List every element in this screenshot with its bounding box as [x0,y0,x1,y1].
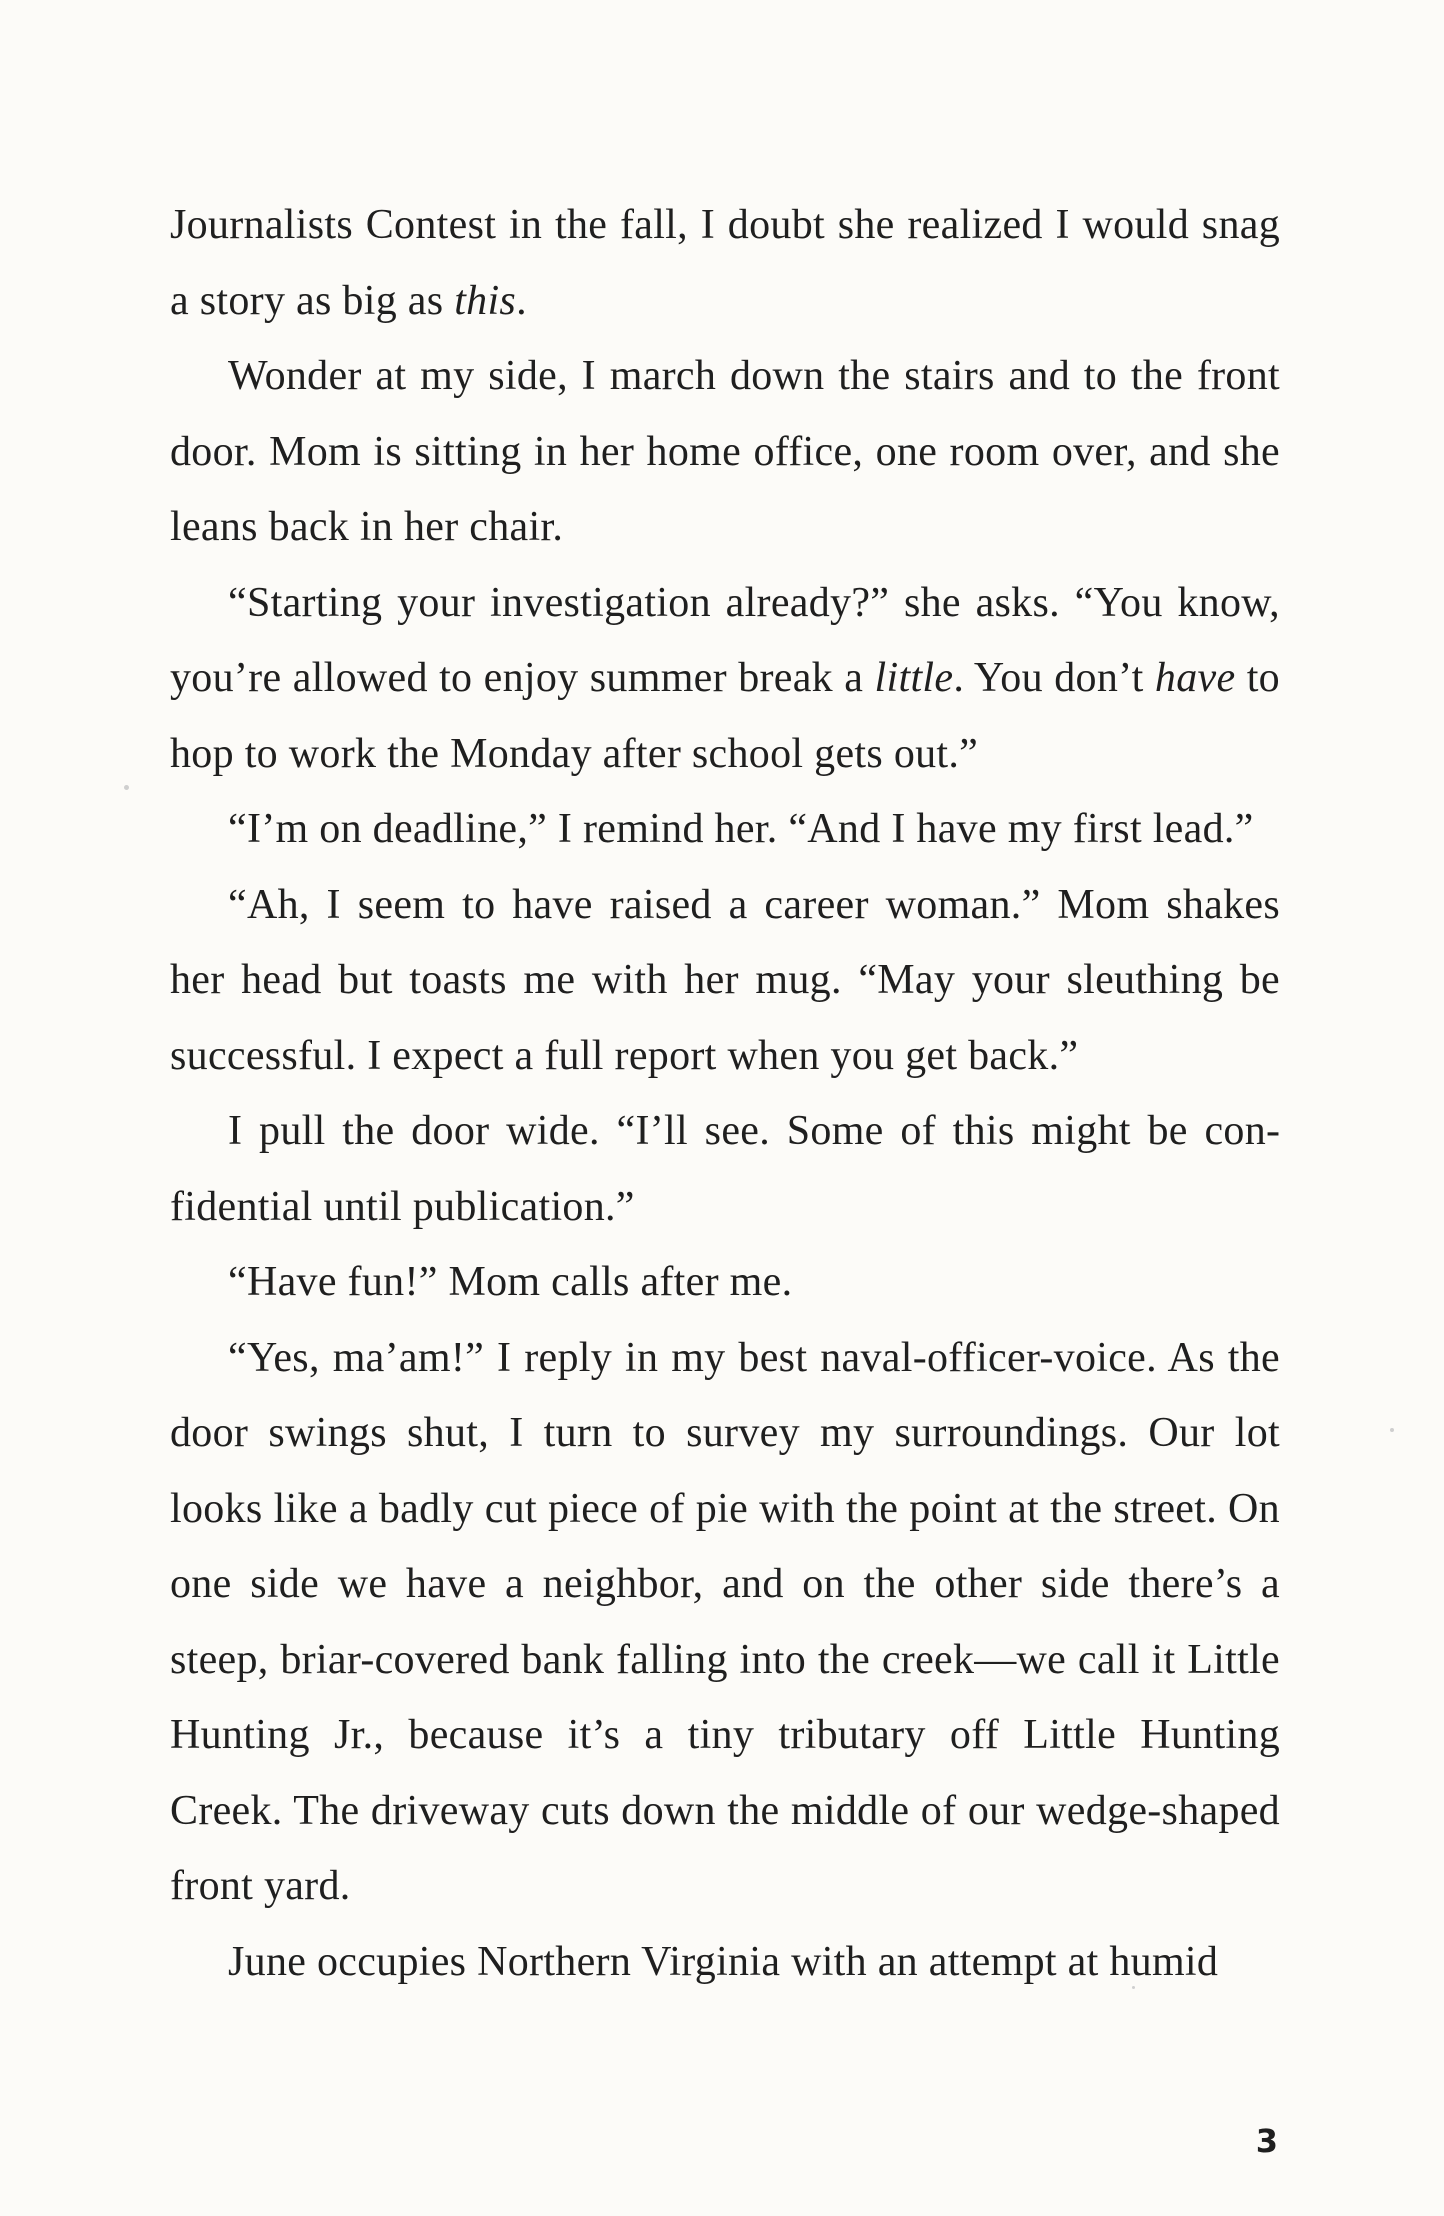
paragraph: I pull the door wide. “I’ll see. Some of this might be confidential until publication.” [170,1108,1280,1230]
page-body [170,188,1280,2000]
paragraph: Journalists Contest in the fall, I doubt she realized I would snag a story as big as this. [170,202,1280,324]
paper-speck [124,785,129,790]
paper-speck [1390,1428,1394,1432]
page-number: 3 [1255,2122,1278,2160]
paragraph: “Starting your investigation already?” she asks. “You know, you’re allowed to enjoy summer break a little. You don’t have to hop to work the Monday after school gets out.” [170,579,1280,777]
paper-speck [1132,1986,1135,1989]
paragraph: “Ah, I seem to have raised a career woman.” Mom shakes her head but toasts me with her mug. “May your sleuthing be successful. I expect a full report when you get back.” [170,881,1280,1079]
paragraph: “Yes, ma’am!” I reply in my best naval-officer-voice. As the door swings shut, I turn to survey my surroundings. Our lot looks like a badly cut piece of pie with the point at the street. On one side we have a neighbor, and on the other side there’s a steep, briar-covered bank falling into the creek—we call it Little Hunting Jr., because it’s a tiny tributary off Little Hunting Creek. The driveway cuts down the middle of our wedge-shaped front yard. [170,1334,1280,1909]
paragraph: Wonder at my side, I march down the stairs and to the front door. Mom is sitting in her home office, one room over, and she leans back in her chair. [170,353,1280,550]
paragraph: “Have fun!” Mom calls after me. [228,1259,793,1305]
paragraph: “I’m on deadline,” I remind her. “And I have my first lead.” [228,806,1254,852]
paragraph: June occupies Northern Virginia with an attempt at humid [228,1938,1219,1985]
